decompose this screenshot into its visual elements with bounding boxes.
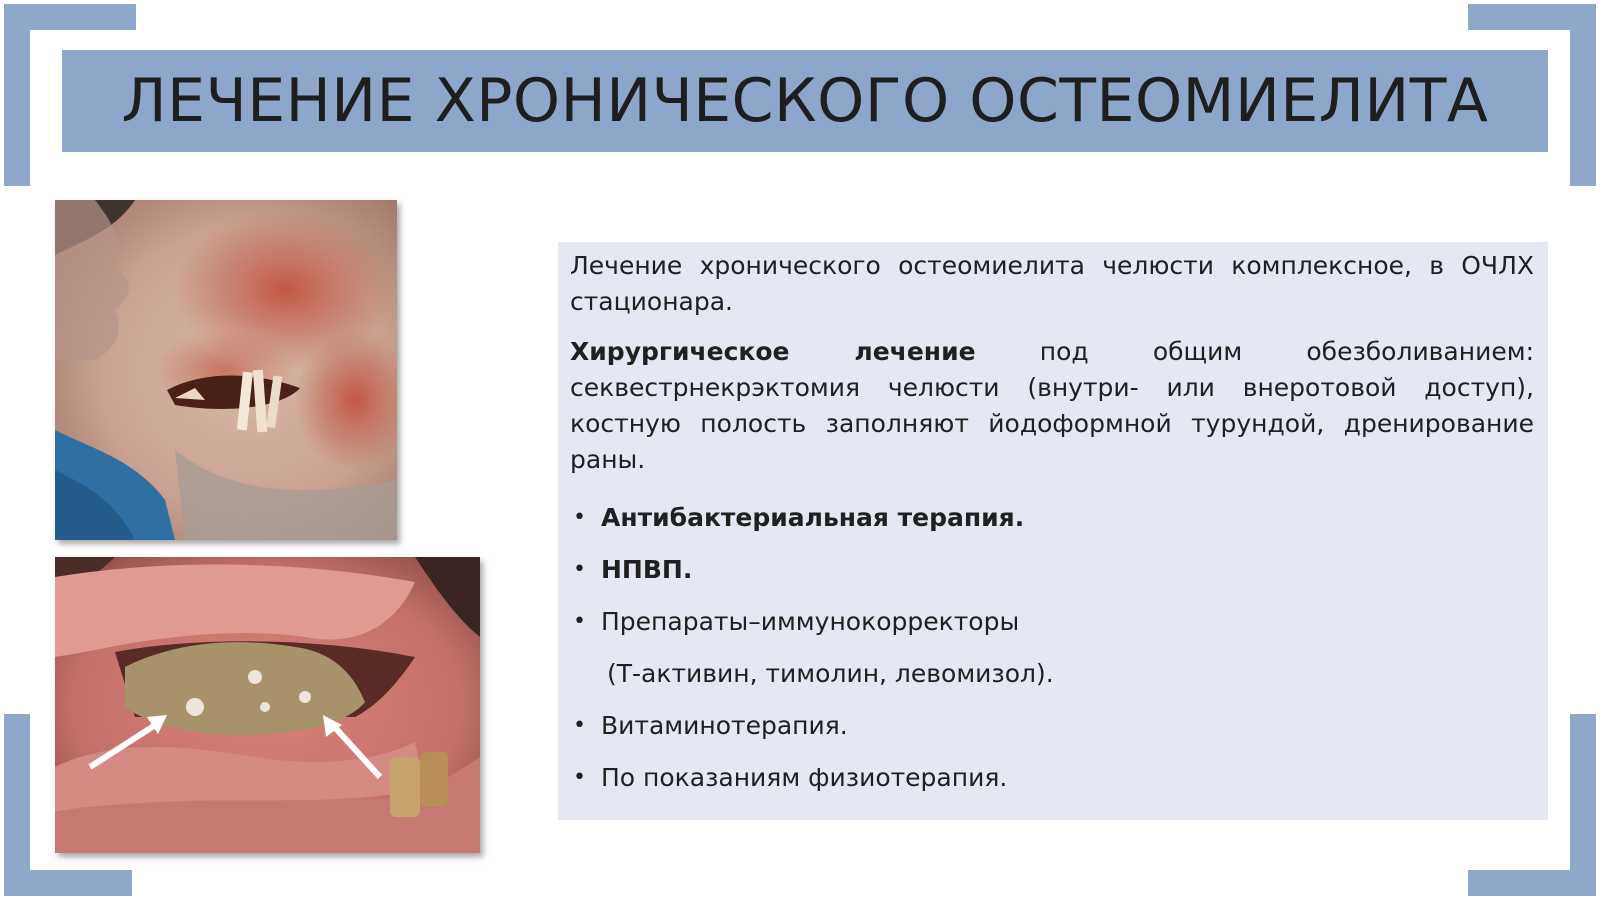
title-band <box>62 50 1548 152</box>
list-item: • Витаминотерапия. <box>570 700 1534 752</box>
bullet-icon: • <box>573 713 586 738</box>
corner-bracket-bottom-left-v <box>4 714 30 896</box>
list-item: • Препараты–иммунокорректоры <box>570 596 1534 648</box>
list-item-continuation <box>570 648 1534 700</box>
corner-bracket-top-right-v <box>1570 4 1596 186</box>
immuno-examples: (Т-активин, тимолин, левомизол). <box>607 659 1054 688</box>
surgery-heading: Хирургическое лечение <box>570 337 976 366</box>
face-neck-fistula-image <box>55 200 397 540</box>
treatment-text-panel <box>558 242 1548 820</box>
corner-bracket-bottom-left-h <box>4 870 132 896</box>
bullet-icon: • <box>573 765 586 790</box>
bullet-icon: • <box>573 609 586 634</box>
slide-title: ЛЕЧЕНИЕ ХРОНИЧЕСКОГО ОСТЕОМИЕЛИТА <box>121 66 1489 136</box>
corner-bracket-bottom-right-v <box>1570 714 1596 896</box>
bottom-photo <box>55 557 480 853</box>
corner-bracket-top-left-v <box>4 4 30 186</box>
intraoral-sequestrum-image <box>55 557 480 853</box>
intro-paragraph <box>570 248 1534 320</box>
surgery-text: под общим обезболиванием: секвестрнекрэктомия челюсти (внутри- или внеротовой доступ), костную полость заполняют йодоформной турундой, дренирование раны. <box>570 337 1534 474</box>
list-item: • НПВП. <box>570 544 1534 596</box>
bullet-icon: • <box>573 505 586 530</box>
surgery-paragraph <box>570 334 1534 478</box>
intro-text: Лечение хронического остеомиелита челюсти комплексное, в ОЧЛХ стационара. <box>570 251 1534 316</box>
bullet-icon: • <box>573 557 586 582</box>
corner-bracket-bottom-right-h <box>1468 870 1596 896</box>
list-item: • Антибактериальная терапия. <box>570 492 1534 544</box>
top-photo <box>55 200 397 540</box>
treatment-list <box>570 492 1534 804</box>
list-item: • По показаниям физиотерапия. <box>570 752 1534 804</box>
